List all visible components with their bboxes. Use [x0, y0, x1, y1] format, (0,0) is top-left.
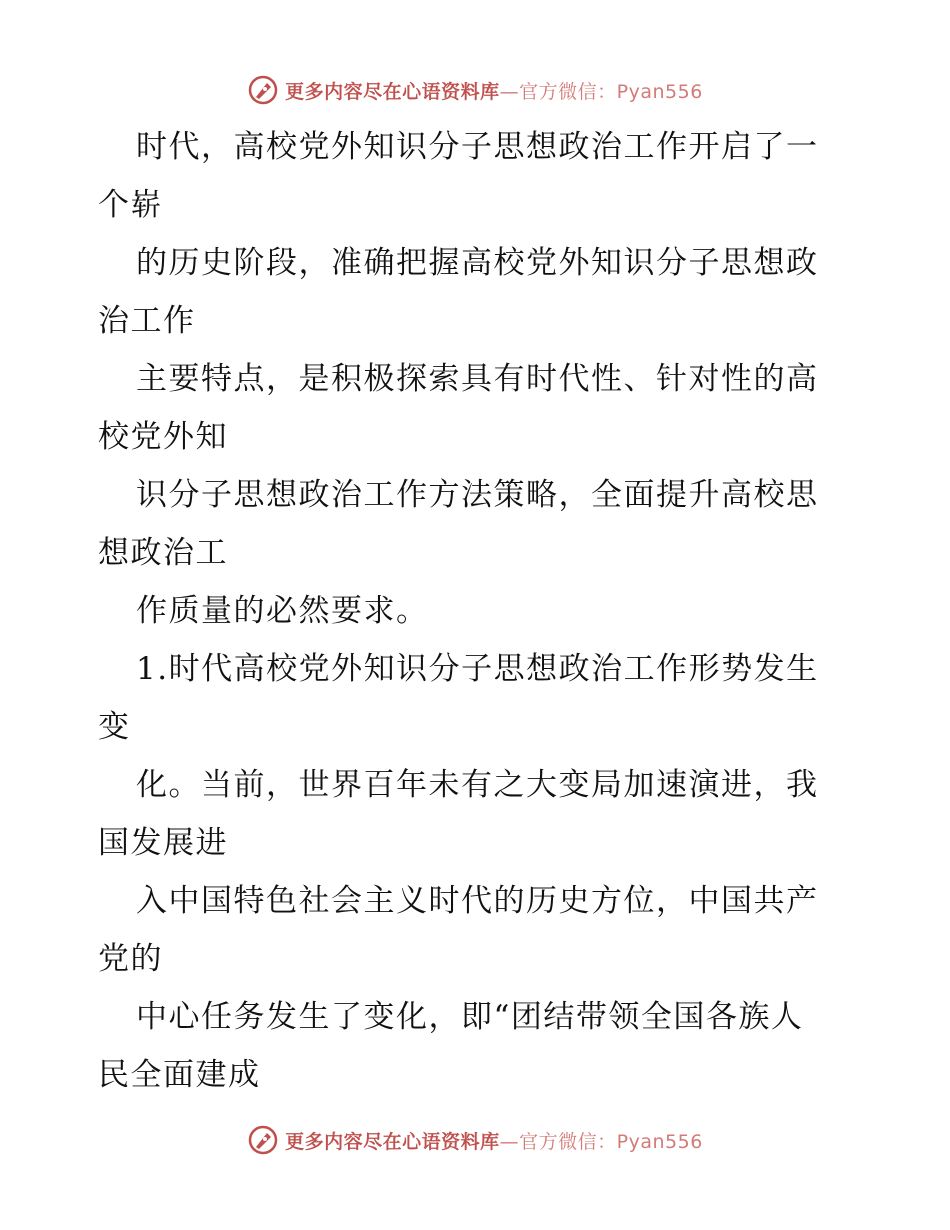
text-line: 民全面建成 [98, 1057, 261, 1093]
text-line: 时代，高校党外知识分子思想政治工作开启了一 [136, 129, 819, 165]
header-brand-text: 更多内容尽在心语资料库 [285, 80, 500, 103]
text-line: 主要特点，是积极探索具有时代性、针对性的高 [136, 361, 819, 397]
document-body [98, 118, 858, 1104]
header-wechat-text: —官方微信：Pyan556 [499, 80, 703, 103]
text-line: 治工作 [98, 303, 196, 339]
text-line: 国发展进 [98, 825, 228, 861]
text-line: 想政治工 [98, 535, 228, 571]
footer-wechat-text: —官方微信：Pyan556 [499, 1130, 703, 1153]
text-line: 1.时代高校党外知识分子思想政治工作形势发生 [136, 651, 819, 687]
text-line: 个崭 [98, 187, 163, 223]
text-line: 党的 [98, 941, 163, 977]
header-watermark [0, 70, 950, 110]
text-line: 的历史阶段，准确把握高校党外知识分子思想政 [136, 245, 819, 281]
pen-nib-logo-icon [247, 1124, 279, 1156]
text-line: 识分子思想政治工作方法策略，全面提升高校思 [136, 477, 819, 513]
text-line: 作质量的必然要求。 [136, 593, 429, 629]
text-line: 校党外知 [98, 419, 228, 455]
footer-watermark [0, 1120, 950, 1160]
pen-nib-logo-icon [247, 74, 279, 106]
text-line: 中心任务发生了变化，即“团结带领全国各族人 [136, 999, 804, 1035]
text-line: 化。当前，世界百年未有之大变局加速演进，我 [136, 767, 819, 803]
text-line: 入中国特色社会主义时代的历史方位，中国共产 [136, 883, 819, 919]
footer-brand-text: 更多内容尽在心语资料库 [285, 1130, 500, 1153]
text-line: 变 [98, 709, 131, 745]
